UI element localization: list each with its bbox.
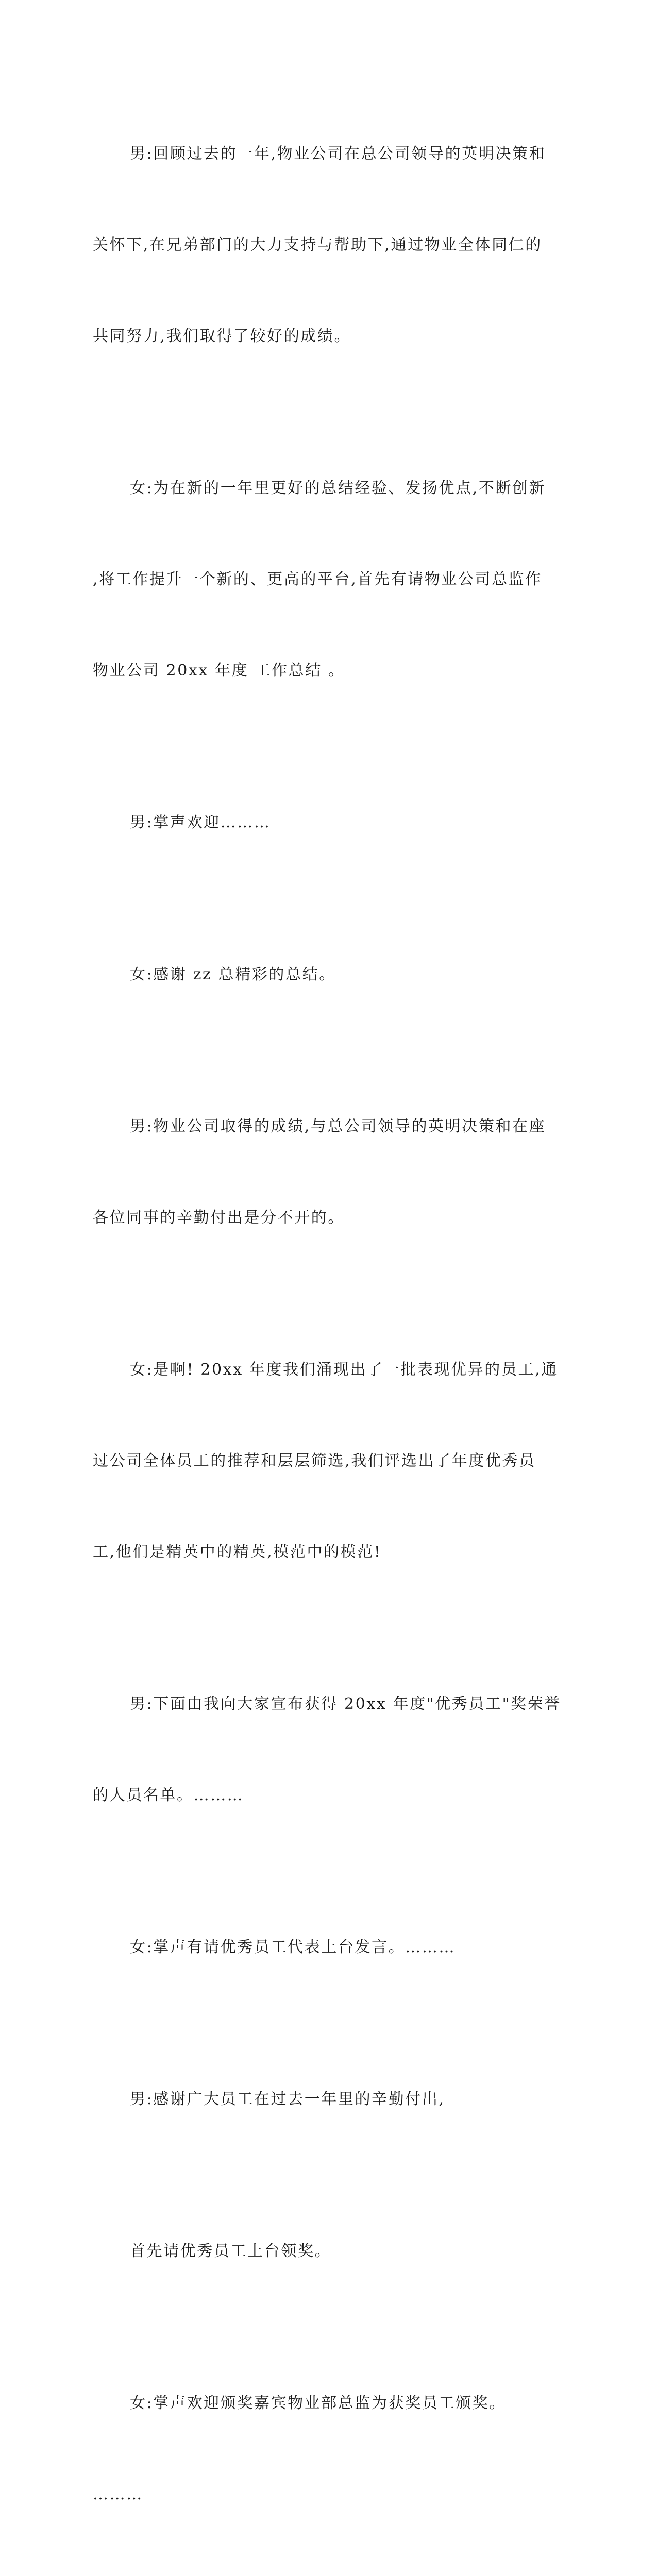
- text-line: 工,他们是精英中的精英,模范中的模范!: [93, 1543, 382, 1561]
- text-line: 物业公司 20xx 年度 工作总结 。: [93, 662, 345, 680]
- text-line: 女:掌声有请优秀员工代表上台发言。………: [130, 1938, 456, 1956]
- paragraph-10: [93, 2175, 533, 2327]
- paragraph-6: [93, 1294, 558, 1628]
- text-line: 首先请优秀员工上台领奖。: [130, 2242, 332, 2260]
- text-line: 过公司全体员工的推荐和层层筛选,我们评选出了年度优秀员: [93, 1452, 536, 1470]
- text-line: 男:回顾过去的一年,物业公司在总公司领导的英明决策和: [130, 145, 546, 163]
- text-line: 男:掌声欢迎………: [130, 814, 271, 832]
- text-line: 男:下面由我向大家宣布获得 20xx 年度"优秀员工"奖荣誉: [130, 1695, 561, 1713]
- text-line: 女:是啊! 20xx 年度我们涌现出了一批表现优异的员工,通: [130, 1361, 558, 1379]
- text-line: 男:物业公司取得的成绩,与总公司领导的英明决策和在座: [130, 1117, 546, 1136]
- text-line: 女:掌声欢迎颁奖嘉宾物业部总监为获奖员工颁奖。: [130, 2394, 506, 2412]
- paragraph-5: [93, 1050, 546, 1294]
- text-line: 的人员名单。………: [93, 1786, 244, 1804]
- text-line: 关怀下,在兄弟部门的大力支持与帮助下,通过物业全体同仁的: [93, 236, 542, 254]
- paragraph-12: [93, 2570, 533, 2576]
- paragraph-8: [93, 1871, 533, 2023]
- text-line: ,将工作提升一个新的、更高的平台,首先有请物业公司总监作: [93, 570, 542, 588]
- paragraph-4: [93, 899, 533, 1050]
- paragraph-2: [93, 412, 546, 747]
- paragraph-1: [93, 78, 546, 412]
- text-line: ………: [93, 2485, 143, 2503]
- text-line: 女:为在新的一年里更好的总结经验、发扬优点,不断创新: [130, 479, 546, 497]
- paragraph-3: [93, 747, 533, 899]
- document-body: [93, 78, 561, 2576]
- paragraph-11: [93, 2327, 533, 2570]
- text-line: 各位同事的辛勤付出是分不开的。: [93, 1209, 345, 1227]
- paragraph-9: [93, 2023, 533, 2175]
- text-line: 女:感谢 zz 总精彩的总结。: [130, 965, 336, 984]
- text-line: 男:感谢广大员工在过去一年里的辛勤付出,: [130, 2090, 445, 2108]
- text-line: 共同努力,我们取得了较好的成绩。: [93, 327, 351, 345]
- paragraph-7: [93, 1628, 561, 1871]
